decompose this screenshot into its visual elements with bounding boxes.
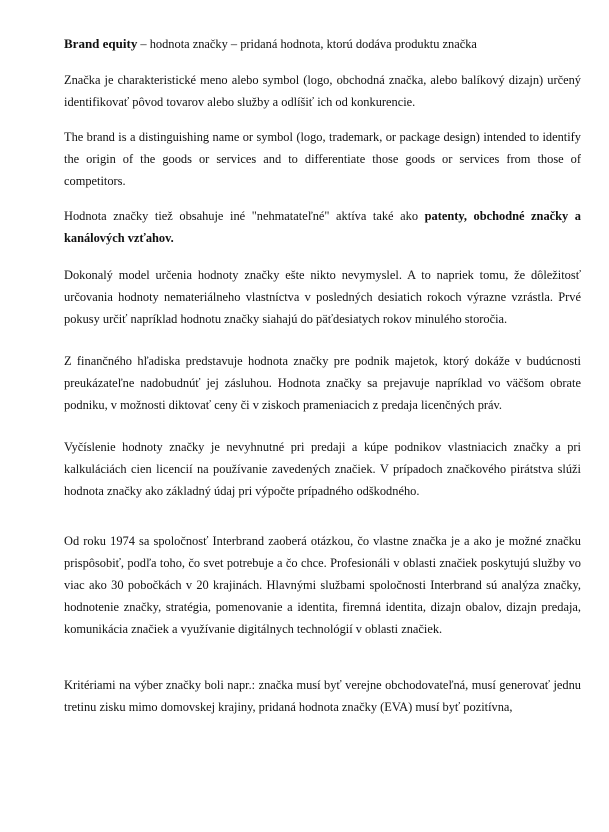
paragraph-intangible-bold: patenty, obchodné značky a kanálových vzťahov.: [64, 209, 582, 245]
paragraph-brand-definition-en: The brand is a distinguishing name or symbol (logo, trademark, or package design) intended to identify the origin of the goods or services and to differentiate those goods or services from those of competitors.: [64, 130, 581, 188]
heading-definition: – hodnota značky – pridaná hodnota, ktorú dodáva produktu značka: [137, 37, 477, 51]
paragraph-valuation-model: Dokonalý model určenia hodnoty značky ešte nikto nevymyslel. A to napriek tomu, že dôležitosť určovania hodnoty nemateriálneho vlastníctva v posledných desiatich rokoch výrazne vzrástla. Prvé pokusy určiť napríklad hodnotu značky siahajú do päťdesiatych rokov minulého storočia.: [64, 268, 581, 326]
paragraph-criteria: Kritériami na výber značky boli napr.: značka musí byť verejne obchodovateľná, musí generovať jednu tretinu zisku mimo domovskej krajiny, pridaná hodnota značky (EVA) musí byť pozitívna,: [64, 678, 581, 714]
paragraph-quantification: Vyčíslenie hodnoty značky je nevyhnutné pri predaji a kúpe podnikov vlastniacich značky a pri kalkuláciách cien licencií na používanie zavedených značiek. V prípadoch značkového pirátstva slúži hodnota značky ako základný údaj pri výpočte prípadného odškodného.: [64, 440, 581, 498]
paragraph-financial-view: Z finančného hľadiska predstavuje hodnota značky pre podnik majetok, ktorý dokáže v budúcnosti preukázateľne nadobudnúť jej zásluhou. Hodnota značky sa prejavuje napríklad vo väčšom obrate podniku, v možnosti diktovať ceny či v ziskoch prameniacich z predaja licenčných práv.: [64, 354, 581, 412]
paragraph-intangible-assets: [64, 205, 581, 249]
document-heading: [64, 33, 581, 55]
paragraph-brand-definition-sk: Značka je charakteristické meno alebo symbol (logo, obchodná značka, alebo balíkový dizajn) určený identifikovať pôvod tovarov alebo služby a odlíšiť ich od konkurencie.: [64, 73, 581, 109]
heading-term: Brand equity: [64, 36, 138, 51]
paragraph-intangible-text: Hodnota značky tiež obsahuje iné "nehmatateľné" aktíva také ako: [64, 209, 425, 223]
paragraph-interbrand: Od roku 1974 sa spoločnosť Interbrand zaoberá otázkou, čo vlastne značka je a ako je možné značku prispôsobiť, podľa toho, čo svet potrebuje a čo chce. Profesionáli v oblasti značiek poskytujú služby vo viac ako 30 pobočkách v 20 krajinách. Hlavnými službami spoločnosti Interbrand sú analýza značky, hodnotenie značky, stratégia, pomenovanie a identita, firemná identita, dizajn obalov, dizajn predaja, komunikácia značiek a využívanie digitálnych technológií v oblasti značiek.: [64, 534, 581, 636]
